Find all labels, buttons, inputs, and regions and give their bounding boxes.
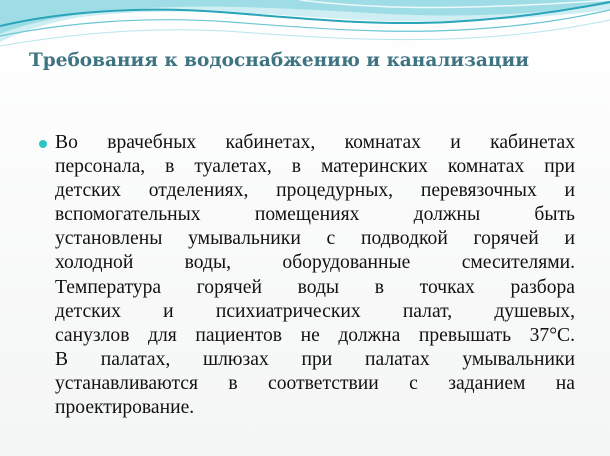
paragraph-line: проектирование. bbox=[55, 397, 195, 419]
paragraph-line: холодной воды, оборудованные смесителями. bbox=[55, 252, 575, 274]
teal-dot-bullet-icon bbox=[39, 140, 47, 148]
paragraph-line: санузлов для пациентов не должна превышать 37°С. bbox=[55, 324, 575, 346]
paragraph-line: В палатах, шлюзах при палатах умывальники bbox=[55, 348, 575, 370]
bullet-paragraph bbox=[55, 131, 575, 420]
slide-title: Требования к водоснабжению и канализации bbox=[29, 50, 529, 71]
paragraph-line: вспомогательных помещениях должны быть bbox=[55, 204, 575, 226]
paragraph-line: персонала, в туалетах, в материнских комнатах при bbox=[55, 156, 575, 178]
paragraph-line: Температура горячей воды в точках разбора bbox=[55, 276, 575, 298]
paragraph-line: детских и психиатрических палат, душевых, bbox=[55, 300, 575, 322]
paragraph-line: Во врачебных кабинетах, комнатах и кабинетах bbox=[55, 132, 575, 153]
paragraph-line: установлены умывальники с подводкой горячей и bbox=[55, 228, 575, 250]
paragraph-line: детских отделениях, процедурных, перевязочных и bbox=[55, 180, 575, 202]
paragraph-line: устанавливаются в соответствии с заданием на bbox=[55, 372, 575, 394]
